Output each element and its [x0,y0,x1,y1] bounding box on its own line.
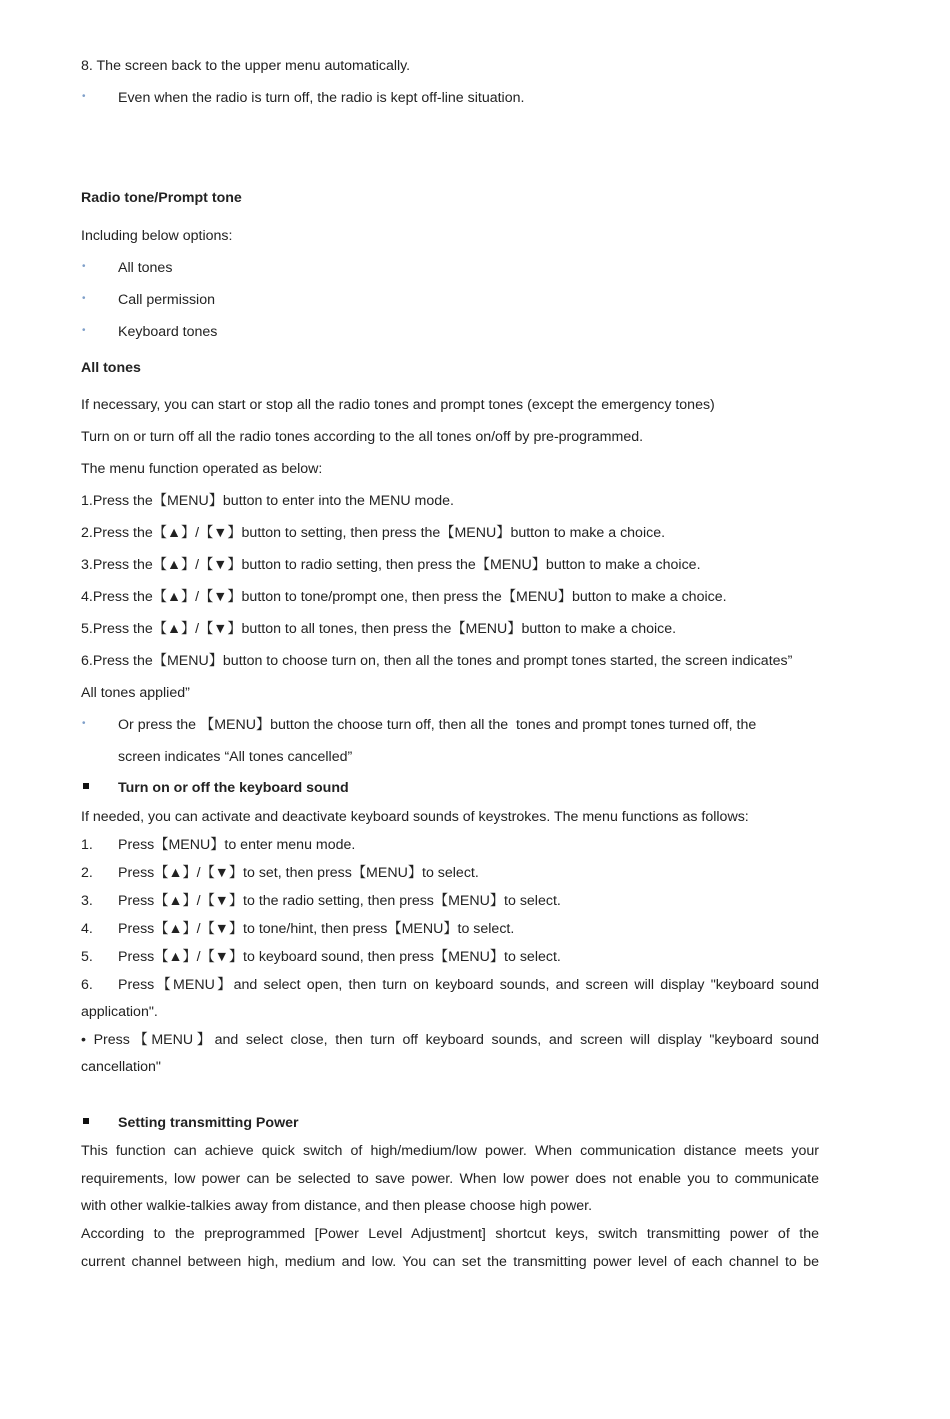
list-item: Press【▲】/【▼】to tone/hint, then press【MENU】to select. [118,921,515,937]
list-number: 3. [81,893,93,909]
option-item: All tones [118,260,173,276]
step-line: 1.Press the【MENU】button to enter into the MENU mode. [81,493,454,509]
text-line: with other walkie-talkies away from distance, and then please choose high power. [81,1198,593,1214]
text-line: cancellation" [81,1059,161,1075]
text-line: • Press【MENU】and select close, then turn off keyboard sounds, and screen will display "keyboard sound [81,1032,819,1048]
text-line: If necessary, you can start or stop all the radio tones and prompt tones (except the emergency tones) [81,397,715,413]
list-item: Press【MENU】and select open, then turn on keyboard sounds, and screen will display "keyboard sound [118,977,819,993]
list-number: 5. [81,949,93,965]
square-bullet [83,1118,89,1124]
bullet-text: Even when the radio is turn off, the radio is kept off-line situation. [118,90,525,106]
list-item: Press【▲】/【▼】to the radio setting, then press【MENU】to select. [118,893,561,909]
text-line: If needed, you can activate and deactivate keyboard sounds of keystrokes. The menu functions as follows: [81,809,749,825]
text-line: This function can achieve quick switch of high/medium/low power. When communication distance meets your [81,1143,819,1159]
step-line: 6.Press the【MENU】button to choose turn on, then all the tones and prompt tones started, the screen indicates” [81,653,793,669]
text-line: application". [81,1004,158,1020]
text-line: requirements, low power can be selected to save power. When low power does not enable you to communicate [81,1171,819,1187]
text-line: 8. The screen back to the upper menu automatically. [81,58,411,74]
list-number: 2. [81,865,93,881]
text-line: current channel between high, medium and low. You can set the transmitting power level of each channel to be [81,1254,819,1270]
section-heading: All tones [81,360,141,376]
list-number: 6. [81,977,93,993]
list-item: Press【▲】/【▼】to keyboard sound, then press【MENU】to select. [118,949,561,965]
bullet-dot: • [82,261,86,272]
bullet-dot: • [82,718,86,729]
text-line: Turn on or turn off all the radio tones according to the all tones on/off by pre-programmed. [81,429,644,445]
text-line: Including below options: [81,228,233,244]
list-item: Press【MENU】to enter menu mode. [118,837,356,853]
list-item: Press【▲】/【▼】to set, then press【MENU】to select. [118,865,479,881]
step-line: 5.Press the【▲】/【▼】button to all tones, then press the【MENU】button to make a choice. [81,621,677,637]
bullet-dot: • [82,91,86,102]
bullet-text: screen indicates “All tones cancelled” [118,749,353,765]
text-line: According to the preprogrammed [Power Level Adjustment] shortcut keys, switch transmitting power of the [81,1226,819,1242]
list-number: 1. [81,837,93,853]
option-item: Keyboard tones [118,324,218,340]
bullet-text: Or press the 【MENU】button the choose turn off, then all the tones and prompt tones turned off, the [118,717,757,733]
section-heading: Turn on or off the keyboard sound [118,780,349,796]
step-line: 3.Press the【▲】/【▼】button to radio setting, then press the【MENU】button to make a choice. [81,557,701,573]
step-line: 4.Press the【▲】/【▼】button to tone/prompt one, then press the【MENU】button to make a choice. [81,589,727,605]
section-heading: Radio tone/Prompt tone [81,190,242,206]
list-number: 4. [81,921,93,937]
bullet-dot: • [82,293,86,304]
step-line: 2.Press the【▲】/【▼】button to setting, then press the【MENU】button to make a choice. [81,525,666,541]
text-line: The menu function operated as below: [81,461,323,477]
step-line: All tones applied” [81,685,190,701]
bullet-dot: • [82,325,86,336]
option-item: Call permission [118,292,215,308]
section-heading: Setting transmitting Power [118,1115,299,1131]
square-bullet [83,783,89,789]
